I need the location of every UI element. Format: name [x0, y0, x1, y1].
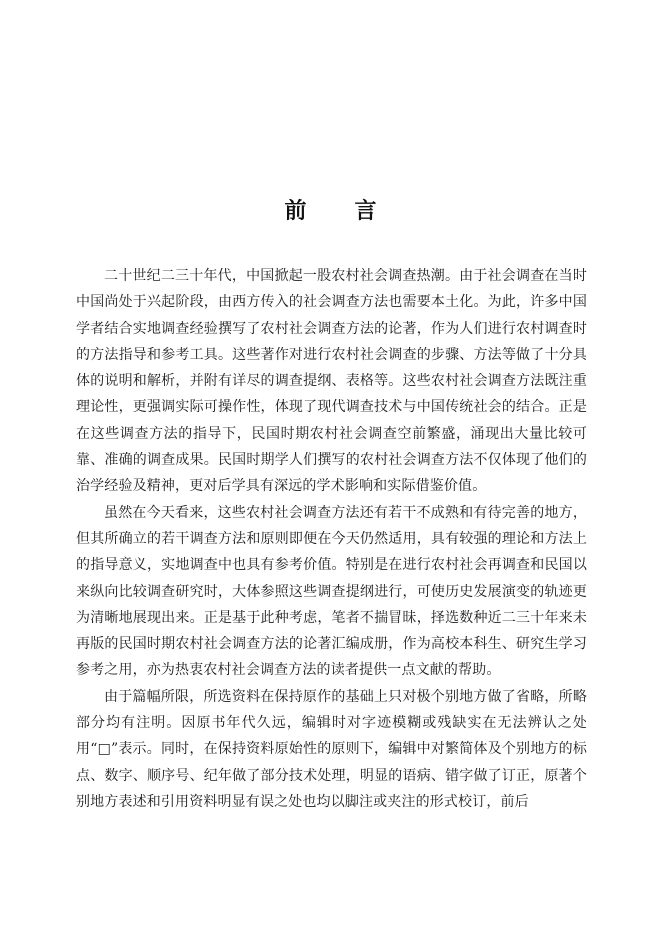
paragraph-2: 虽然在今天看来，这些农村社会调查方法还有若干不成熟和有待完善的地方，但其所确立的若干调查方法和原则即便在今天仍然适用，具有较强的理论和方法上的指导意义，实地调查中也具有参考价值。特别是在进行农村社会再调查和民国以来纵向比较调查研究时，大体参照这些调查提纲进行，可使历史发展演变的轨迹更为清晰地展现出来。正是基于此种考虑，笔者不揣冒昧，择选数种近二三十年来未再版的民国时期农村社会调查方法的论著汇编成册，作为高校本科生、研究生学习参考之用，亦为热衷农村社会调查方法的读者提供一点文献的帮助。	[76, 504, 587, 679]
body-text	[76, 263, 587, 815]
paragraph-3: 由于篇幅所限，所选资料在保持原作的基础上只对极个别地方做了省略，所略部分均有注明。因原书年代久远，编辑时对字迹模糊或残缺实在无法辨认之处用“□”表示。同时，在保持资料原始性的原则下，编辑中对繁简体及个别地方的标点、数字、顺序号、纪年做了部分技术处理，明显的语病、错字做了订正，原著个别地方表述和引用资料明显有误之处也均以脚注或夹注的形式校订，前后	[76, 688, 587, 810]
paragraph-1: 二十世纪二三十年代，中国掀起一股农村社会调查热潮。由于社会调查在当时中国尚处于兴起阶段，由西方传入的社会调查方法也需要本土化。为此，许多中国学者结合实地调查经验撰写了农村社会调查方法的论著，作为人们进行农村调查时的方法指导和参考工具。这些著作对进行农村社会调查的步骤、方法等做了十分具体的说明和解析，并附有详尽的调查提纲、表格等。这些农村社会调查方法既注重理论性，更强调实际可操作性，体现了现代调查技术与中国传统社会的结合。正是在这些调查方法的指导下，民国时期农村社会调查空前繁盛，涌现出大量比较可靠、准确的调查成果。民国时期学人们撰写的农村社会调查方法不仅体现了他们的治学经验及精神，更对后学具有深远的学术影响和实际借鉴价值。	[76, 268, 587, 495]
page-title: 前言	[284, 199, 425, 224]
